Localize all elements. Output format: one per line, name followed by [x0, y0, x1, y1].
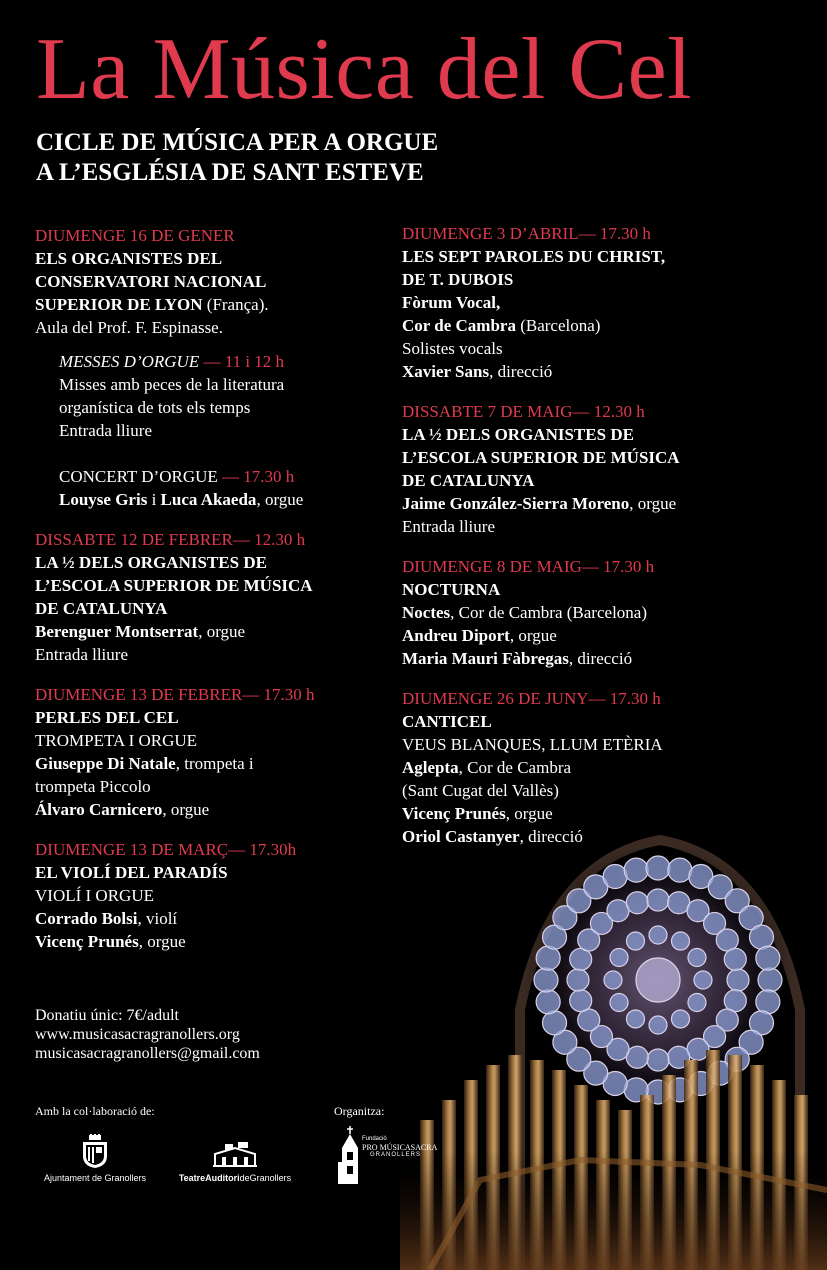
rose-window-petal — [534, 968, 558, 992]
performer-name: Louyse Gris — [59, 490, 148, 509]
rose-window-petal — [727, 969, 749, 991]
logo-pro-musica-sacra — [336, 1126, 438, 1186]
performers — [402, 647, 822, 670]
event-title-line: DE CATALUNYA — [402, 471, 535, 490]
rose-window-petal — [724, 948, 746, 970]
page-title: La Música del Cel — [36, 21, 693, 118]
event-title-line: DE CATALUNYA — [35, 599, 168, 618]
sub-event-concert — [59, 465, 380, 511]
price-text: Donatiu únic: 7€/adult — [35, 1007, 179, 1024]
performer-name: Vicenç Prunés — [35, 932, 139, 951]
rose-window-petal — [610, 949, 628, 967]
rose-window-petal — [626, 892, 648, 914]
sub-event-messes — [59, 350, 380, 442]
rose-window-petal — [603, 865, 627, 889]
performer-role: , violí — [137, 909, 178, 928]
event-12-febrer — [35, 528, 380, 666]
rose-window-petal — [536, 946, 560, 970]
performer-name: Xavier Sans — [402, 362, 490, 381]
collaboration-label: Amb la col·laboració de: — [35, 1104, 155, 1118]
schedule-right-column — [402, 222, 822, 865]
performer-name: Aglepta — [402, 758, 459, 777]
sub-event-name: MESSES D’ORGUE — [59, 352, 200, 371]
rose-window-petal — [749, 925, 773, 949]
performer-name: Cor de Cambra — [402, 316, 516, 335]
logo-pms-sub: GRANOLLERS — [370, 1152, 422, 1158]
event-title-bold: SUPERIOR DE LYON — [35, 295, 203, 314]
sub-event-desc: Misses amb peces de la literatura — [59, 375, 285, 394]
event-13-marc — [35, 838, 380, 953]
event-title-line: ELS ORGANISTES DEL — [35, 249, 223, 268]
event-subtitle: VIOLÍ I ORGUE — [35, 886, 154, 905]
performer-city: (Sant Cugat del Vallès) — [402, 781, 559, 800]
performer-role: , direcció — [568, 649, 633, 668]
event-7-maig — [402, 400, 822, 538]
logo-pms-main: PRO MÚSICASACRA — [362, 1143, 438, 1152]
performer-name: Luca Akaeda — [160, 490, 257, 509]
logo-ajuntament-text: Ajuntament de Granollers — [43, 1173, 147, 1183]
rose-window-petal — [570, 990, 592, 1012]
coat-of-arms-icon — [80, 1134, 110, 1168]
sub-event-title — [59, 350, 380, 373]
performer-name: Andreu Diport — [402, 626, 510, 645]
logo-teatre-text — [170, 1173, 300, 1183]
event-title-line: LA ½ DELS ORGANISTES DE — [402, 425, 634, 444]
performer-role: , Cor de Cambra — [458, 758, 572, 777]
performer-name: Maria Mauri Fàbregas — [402, 649, 569, 668]
performer-role-cont: trompeta Piccolo — [35, 777, 151, 796]
sub-event-title — [59, 465, 380, 488]
performer-role: , orgue — [256, 490, 304, 509]
event-26-juny — [402, 687, 822, 848]
event-title-line — [35, 293, 380, 316]
performer-name: Corrado Bolsi — [35, 909, 138, 928]
event-date: DIUMENGE 13 DE FEBRER— 17.30 h — [35, 685, 315, 704]
performer-name: Noctes — [402, 603, 451, 622]
rose-window-petal — [543, 1011, 567, 1035]
performers — [35, 620, 380, 643]
rose-window-petal — [672, 1010, 690, 1028]
event-note: Aula del Prof. F. Espinasse. — [35, 318, 223, 337]
rose-window-petal — [649, 926, 667, 944]
performers — [402, 825, 822, 848]
rose-window-petal — [567, 969, 589, 991]
website-link[interactable]: www.musicasacragranollers.org — [35, 1026, 240, 1043]
rose-window-petal — [672, 932, 690, 950]
event-date: DIUMENGE 3 D’ABRIL— 17.30 h — [402, 224, 651, 243]
event-3-abril — [402, 222, 822, 383]
bell-tower-icon — [336, 1126, 364, 1184]
event-subtitle: VEUS BLANQUES, LLUM ETÈRIA — [402, 735, 663, 754]
rose-window-petal — [536, 990, 560, 1014]
event-country: (França). — [202, 295, 269, 314]
sub-event-time: — 11 i 12 h — [199, 352, 285, 371]
subtitle-line-1: CICLE DE MÚSICA PER A ORGUE — [36, 129, 439, 156]
performer-name: Berenguer Montserrat — [35, 622, 199, 641]
theatre-building-icon — [210, 1142, 260, 1168]
rose-window-petal — [758, 968, 782, 992]
performers — [35, 798, 380, 821]
performer-role: , orgue — [629, 494, 677, 513]
rose-window-petal — [688, 949, 706, 967]
event-8-maig — [402, 555, 822, 670]
event-title-line: DE T. DUBOIS — [402, 270, 514, 289]
event-note: Solistes vocals — [402, 339, 503, 358]
event-title-line: NOCTURNA — [402, 580, 501, 599]
performer-role: , Cor de Cambra (Barcelona) — [450, 603, 647, 622]
performer-role: , orgue — [138, 932, 186, 951]
performers — [59, 488, 380, 511]
event-entry: Entrada lliure — [402, 517, 495, 536]
performer-join: i — [147, 490, 161, 509]
performer-role: , direcció — [489, 362, 553, 381]
performer-name: Vicenç Prunés — [402, 804, 506, 823]
rose-window-petal — [647, 889, 669, 911]
rose-window-petal — [627, 932, 645, 950]
event-date: DIUMENGE 26 DE JUNY— 17.30 h — [402, 689, 661, 708]
event-title-line: LA ½ DELS ORGANISTES DE — [35, 553, 267, 572]
organizer-label: Organitza: — [334, 1104, 385, 1118]
rose-window-petal — [627, 1010, 645, 1028]
event-date: DISSABTE 12 DE FEBRER— 12.30 h — [35, 530, 306, 549]
sub-event-entry: Entrada lliure — [59, 421, 152, 440]
rose-window-petal — [647, 1049, 669, 1071]
performers — [402, 601, 822, 624]
subtitle-line-2: A L’ESGLÉSIA DE SANT ESTEVE — [36, 159, 424, 186]
rose-window-petal — [688, 994, 706, 1012]
performer-role: , trompeta i — [175, 754, 254, 773]
performers — [35, 930, 380, 953]
event-date: DIUMENGE 16 DE GENER — [35, 226, 235, 245]
event-date: DIUMENGE 13 DE MARÇ— 17.30h — [35, 840, 297, 859]
performer-role: , orgue — [162, 800, 210, 819]
performers — [402, 314, 822, 337]
performer-role: , orgue — [198, 622, 246, 641]
event-title-line: EL VIOLÍ DEL PARADÍS — [35, 863, 228, 882]
performers — [35, 907, 380, 930]
subtitle — [36, 128, 438, 188]
contact-info — [35, 1006, 260, 1063]
email-link[interactable]: musicasacragranollers@gmail.com — [35, 1045, 260, 1062]
performer-role: , orgue — [505, 804, 553, 823]
performer-name: Álvaro Carnicero — [35, 800, 163, 819]
event-title-line: LES SEPT PAROLES DU CHRIST, — [402, 247, 666, 266]
performer-role: , direcció — [519, 827, 583, 846]
performers — [402, 756, 822, 779]
performers — [402, 802, 822, 825]
event-entry: Entrada lliure — [35, 645, 128, 664]
logo-teatre-auditori — [170, 1142, 300, 1183]
rose-window-petal — [694, 971, 712, 989]
event-13-febrer — [35, 683, 380, 821]
rose-window-petal — [610, 994, 628, 1012]
sub-event-time: — 17.30 h — [217, 467, 295, 486]
performer-name: Fòrum Vocal, — [402, 293, 501, 312]
performer-role: , orgue — [509, 626, 557, 645]
rose-window-petal — [756, 946, 780, 970]
event-subtitle: TROMPETA I ORGUE — [35, 731, 198, 750]
event-title-line: L’ESCOLA SUPERIOR DE MÚSICA — [402, 448, 680, 467]
event-date: DIUMENGE 8 DE MAIG— 17.30 h — [402, 557, 655, 576]
performers — [402, 360, 822, 383]
event-date: DISSABTE 7 DE MAIG— 12.30 h — [402, 402, 645, 421]
performers — [402, 492, 822, 515]
performer-name: Jaime González-Sierra Moreno — [402, 494, 630, 513]
rose-window-organ-image — [400, 820, 827, 1270]
rose-window-petal — [756, 990, 780, 1014]
logo-ajuntament — [35, 1134, 155, 1183]
performer-name: Giuseppe Di Natale — [35, 754, 176, 773]
rose-window-petal — [649, 1016, 667, 1034]
event-title-line: CONSERVATORI NACIONAL — [35, 272, 267, 291]
sub-event-desc: organística de tots els temps — [59, 398, 251, 417]
sub-event-name: CONCERT D’ORGUE — [59, 467, 218, 486]
logo-teatre-rest: deGranollers — [239, 1173, 292, 1183]
performer-name: Oriol Castanyer — [402, 827, 520, 846]
event-16-gener — [35, 224, 380, 511]
performer-city: (Barcelona) — [515, 316, 601, 335]
event-title-line: CANTICEL — [402, 712, 492, 731]
performers — [402, 624, 822, 647]
performers — [35, 752, 380, 775]
rose-window-petal — [604, 971, 622, 989]
event-title-line: PERLES DEL CEL — [35, 708, 179, 727]
event-title-line: L’ESCOLA SUPERIOR DE MÚSICA — [35, 576, 313, 595]
logo-pms-small: Fundació — [362, 1136, 387, 1142]
schedule-left-column — [35, 224, 380, 970]
logo-teatre-bold: TeatreAuditori — [178, 1173, 240, 1183]
